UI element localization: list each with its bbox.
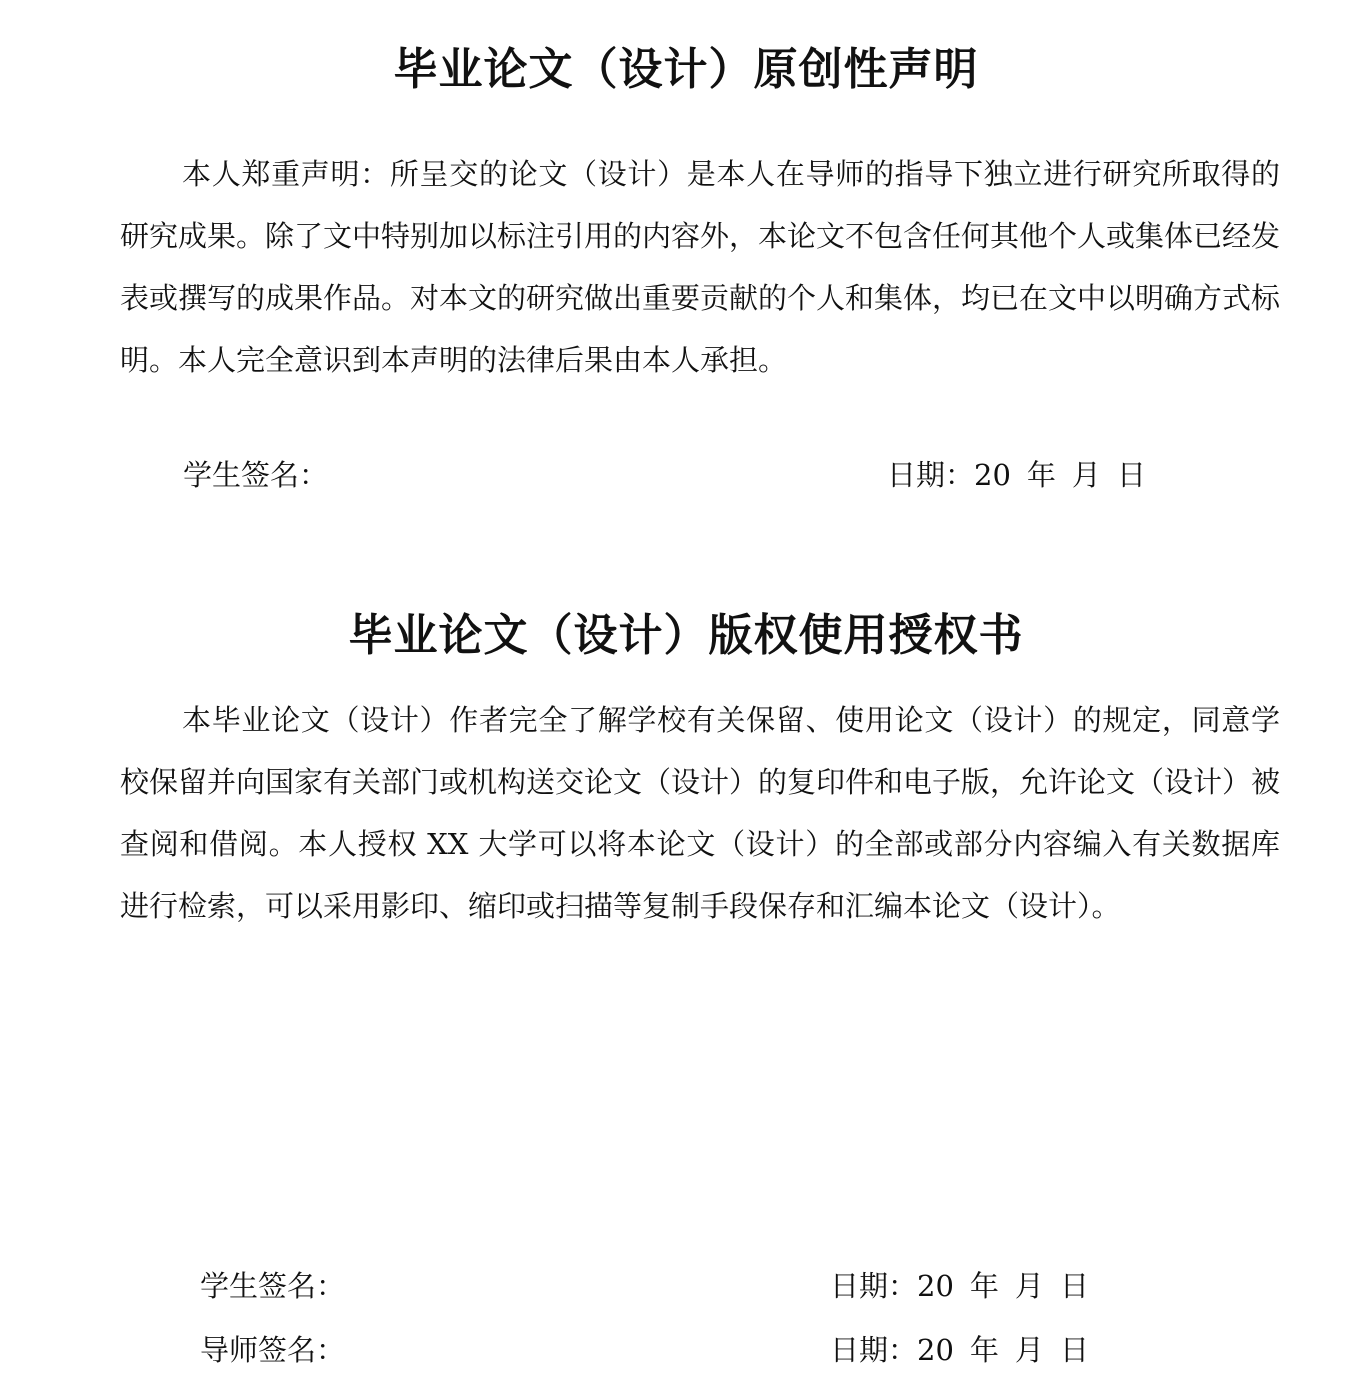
date-month: 月: [1071, 458, 1101, 492]
authorization-title: 毕业论文（设计）版权使用授权书: [348, 610, 1024, 661]
date-day: 日: [1116, 458, 1146, 492]
advisor-signature-date: [830, 1330, 1089, 1370]
advisor-signature-label: 导师签名：: [200, 1333, 346, 1367]
date-label: 日期：20: [830, 1269, 954, 1303]
student-signature-label: 学生签名：: [183, 458, 329, 492]
declaration-title: 毕业论文（设计）原创性声明: [393, 44, 979, 95]
student-signature-label: 学生签名：: [200, 1269, 346, 1303]
declaration-body: 本人郑重声明：所呈交的论文（设计）是本人在导师的指导下独立进行研究所取得的研究成果。除了文中特别加以标注引用的内容外，本论文不包含任何其他个人或集体已经发表或撰写的成果作品。对本文的研究做出重要贡献的个人和集体，均已在文中以明确方式标明。本人完全意识到本声明的法律后果由本人承担。: [120, 157, 1281, 377]
date-year: 年: [969, 1333, 999, 1367]
authorization-advisor-signature-row: [200, 1330, 1160, 1370]
authorization-body: 本毕业论文（设计）作者完全了解学校有关保留、使用论文（设计）的规定，同意学校保留并向国家有关部门或机构送交论文（设计）的复印件和电子版，允许论文（设计）被查阅和借阅。本人授权 XX 大学可以将本论文（设计）的全部或部分内容编入有关数据库进行检索，可以采用影印、缩印或扫描等复制手段保存和汇编本论文（设计）。: [120, 703, 1281, 923]
date-label: 日期：20: [830, 1333, 954, 1367]
date-year: 年: [1026, 458, 1056, 492]
student-signature-date: [830, 1266, 1089, 1306]
authorization-student-signature-row: [200, 1266, 1160, 1306]
date-year: 年: [969, 1269, 999, 1303]
date-day: 日: [1059, 1269, 1089, 1303]
declaration-signature-row: [183, 455, 1183, 495]
declaration-date: [887, 455, 1146, 495]
date-day: 日: [1059, 1333, 1089, 1367]
date-month: 月: [1014, 1333, 1044, 1367]
date-label: 日期：20: [887, 458, 1011, 492]
date-month: 月: [1014, 1269, 1044, 1303]
